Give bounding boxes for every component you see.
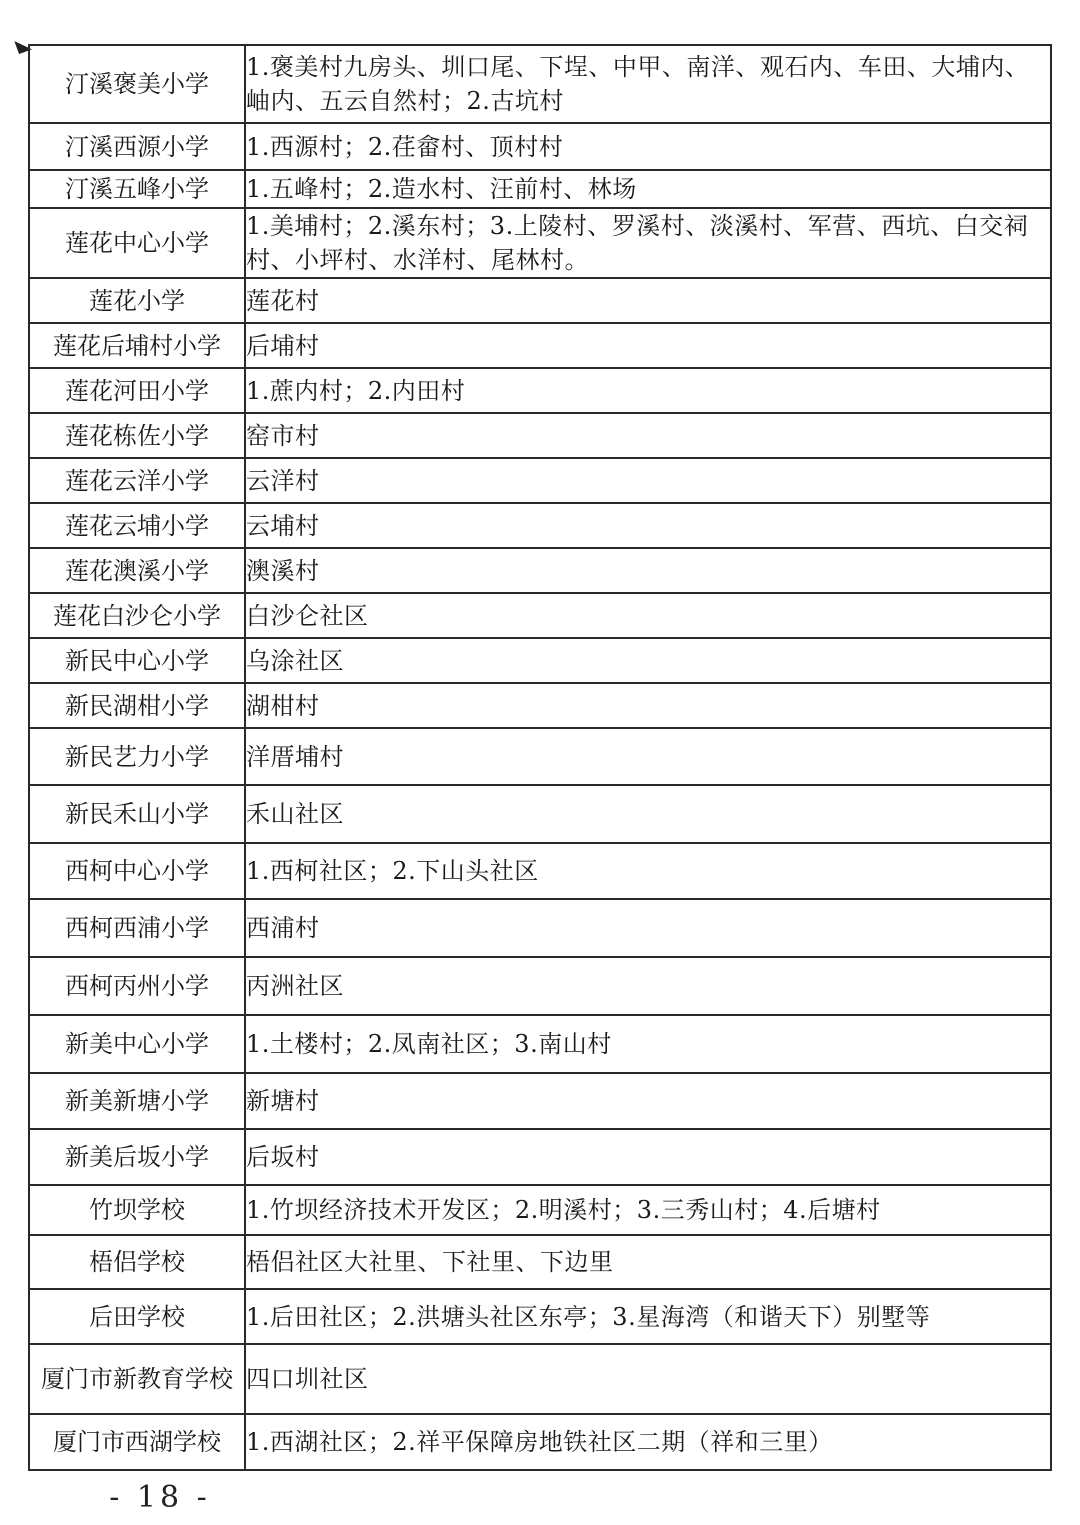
- table-row: [29, 1235, 1051, 1289]
- enrollment-area-cell: 云洋村: [245, 458, 1051, 503]
- enrollment-area-cell: 1.美埔村；2.溪东村；3.上陵村、罗溪村、淡溪村、军营、西坑、白交祠村、小坪村、水洋村、尾林村。: [245, 208, 1051, 278]
- table-row: [29, 323, 1051, 368]
- table-row: [29, 593, 1051, 638]
- school-name-cell: 新民中心小学: [29, 638, 245, 683]
- enrollment-area-cell: 澳溪村: [245, 548, 1051, 593]
- school-name-cell: 新民禾山小学: [29, 785, 245, 843]
- table-row: [29, 1073, 1051, 1129]
- school-name-cell: 汀溪西源小学: [29, 123, 245, 170]
- corner-mark: ◣: [12, 32, 34, 57]
- school-name-cell: 汀溪五峰小学: [29, 170, 245, 208]
- table-row: [29, 413, 1051, 458]
- school-name-cell: 新美新塘小学: [29, 1073, 245, 1129]
- enrollment-area-cell: 1.西湖社区；2.祥平保障房地铁社区二期（祥和三里）: [245, 1414, 1051, 1470]
- school-name-cell: 新民湖柑小学: [29, 683, 245, 728]
- page-number: - 18 -: [109, 1480, 211, 1515]
- school-name-cell: 莲花后埔村小学: [29, 323, 245, 368]
- school-name-cell: 莲花栋佐小学: [29, 413, 245, 458]
- school-name-cell: 厦门市西湖学校: [29, 1414, 245, 1470]
- enrollment-area-cell: 云埔村: [245, 503, 1051, 548]
- enrollment-area-cell: 新塘村: [245, 1073, 1051, 1129]
- school-name-cell: 莲花白沙仑小学: [29, 593, 245, 638]
- enrollment-area-cell: 窑市村: [245, 413, 1051, 458]
- enrollment-area-cell: 四口圳社区: [245, 1344, 1051, 1414]
- school-name-cell: 莲花云洋小学: [29, 458, 245, 503]
- school-name-cell: 莲花澳溪小学: [29, 548, 245, 593]
- table-row: [29, 1185, 1051, 1235]
- school-name-cell: 莲花中心小学: [29, 208, 245, 278]
- table-row: [29, 368, 1051, 413]
- enrollment-area-cell: 丙洲社区: [245, 957, 1051, 1015]
- enrollment-area-cell: 1.西柯社区；2.下山头社区: [245, 843, 1051, 899]
- enrollment-area-cell: 1.五峰村；2.造水村、汪前村、林场: [245, 170, 1051, 208]
- enrollment-area-cell: 莲花村: [245, 278, 1051, 323]
- enrollment-area-cell: 1.褒美村九房头、圳口尾、下埕、中甲、南洋、观石内、车田、大埔内、岫内、五云自然村；2.古坑村: [245, 45, 1051, 123]
- table-row: [29, 548, 1051, 593]
- table-row: [29, 957, 1051, 1015]
- school-name-cell: 莲花小学: [29, 278, 245, 323]
- enrollment-area-cell: 1.蔗内村；2.内田村: [245, 368, 1051, 413]
- school-name-cell: 新美后坂小学: [29, 1129, 245, 1185]
- school-name-cell: 后田学校: [29, 1289, 245, 1344]
- enrollment-area-cell: 洋厝埔村: [245, 728, 1051, 785]
- school-name-cell: 莲花河田小学: [29, 368, 245, 413]
- enrollment-area-cell: 乌涂社区: [245, 638, 1051, 683]
- table-row: [29, 843, 1051, 899]
- table-row: [29, 45, 1051, 123]
- school-name-cell: 新美中心小学: [29, 1015, 245, 1073]
- school-name-cell: 厦门市新教育学校: [29, 1344, 245, 1414]
- enrollment-area-cell: 1.后田社区；2.洪塘头社区东亭；3.星海湾（和谐天下）别墅等: [245, 1289, 1051, 1344]
- school-name-cell: 竹坝学校: [29, 1185, 245, 1235]
- school-name-cell: 新民艺力小学: [29, 728, 245, 785]
- school-name-cell: 西柯丙州小学: [29, 957, 245, 1015]
- enrollment-area-cell: 禾山社区: [245, 785, 1051, 843]
- table-row: [29, 899, 1051, 957]
- table-row: [29, 785, 1051, 843]
- table-row: [29, 1129, 1051, 1185]
- table-row: [29, 683, 1051, 728]
- enrollment-area-cell: 西浦村: [245, 899, 1051, 957]
- table-row: [29, 728, 1051, 785]
- table-row: [29, 1289, 1051, 1344]
- table-row: [29, 458, 1051, 503]
- enrollment-area-cell: 后坂村: [245, 1129, 1051, 1185]
- table-row: [29, 1015, 1051, 1073]
- enrollment-area-cell: 梧侣社区大社里、下社里、下边里: [245, 1235, 1051, 1289]
- school-name-cell: 汀溪褒美小学: [29, 45, 245, 123]
- enrollment-area-cell: 后埔村: [245, 323, 1051, 368]
- enrollment-area-cell: 1.竹坝经济技术开发区；2.明溪村；3.三秀山村；4.后塘村: [245, 1185, 1051, 1235]
- table-row: [29, 208, 1051, 278]
- school-name-cell: 西柯西浦小学: [29, 899, 245, 957]
- school-name-cell: 梧侣学校: [29, 1235, 245, 1289]
- table-row: [29, 1414, 1051, 1470]
- table-row: [29, 278, 1051, 323]
- table-row: [29, 170, 1051, 208]
- table-row: [29, 1344, 1051, 1414]
- enrollment-area-cell: 湖柑村: [245, 683, 1051, 728]
- school-name-cell: 西柯中心小学: [29, 843, 245, 899]
- enrollment-area-cell: 白沙仑社区: [245, 593, 1051, 638]
- table-row: [29, 123, 1051, 170]
- table-row: [29, 638, 1051, 683]
- enrollment-area-cell: 1.土楼村；2.凤南社区；3.南山村: [245, 1015, 1051, 1073]
- school-zone-table: [28, 44, 1052, 1471]
- enrollment-area-cell: 1.西源村；2.荏畲村、顶村村: [245, 123, 1051, 170]
- table-row: [29, 503, 1051, 548]
- school-name-cell: 莲花云埔小学: [29, 503, 245, 548]
